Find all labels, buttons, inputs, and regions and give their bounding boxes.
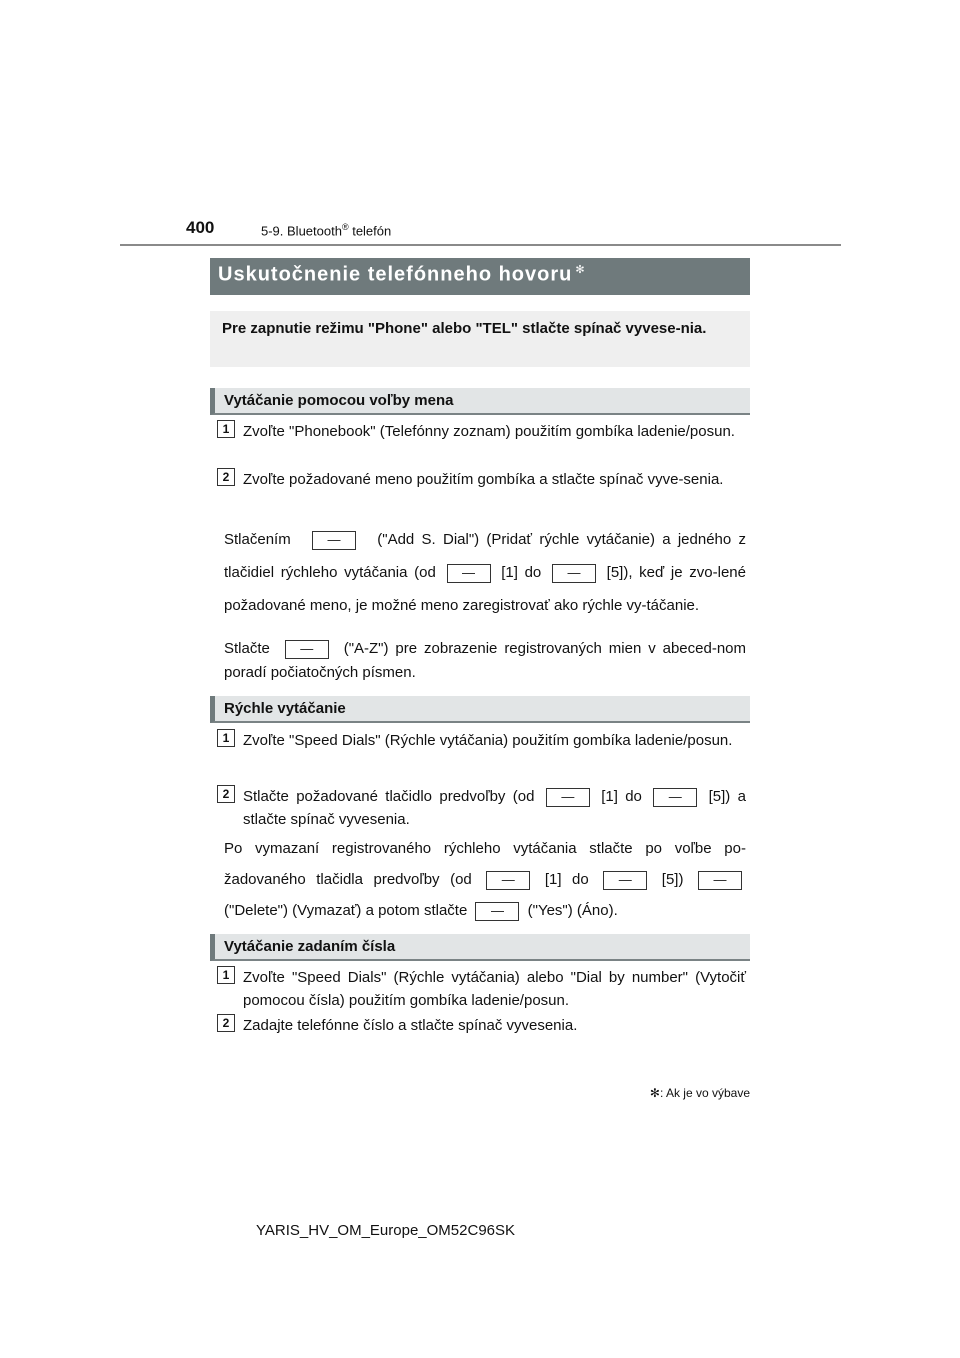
preset-button-icon: — xyxy=(603,871,647,890)
chapter-suffix: telefón xyxy=(348,223,392,239)
step-number: 2 xyxy=(217,1014,235,1032)
registered-mark: ® xyxy=(341,222,349,232)
note-a-z xyxy=(224,637,746,685)
step-text: Zvoľte "Speed Dials" (Rýchle vytáčania) alebo "Dial by number" (Vytočiť pomocou čísla) použitím gombíka ladenie/posun. xyxy=(243,969,746,1009)
footnote-text: : Ak je vo výbave xyxy=(659,1086,750,1100)
step-text: Zvoľte "Phonebook" (Telefónny zoznam) použitím gombíka ladenie/posun. xyxy=(243,423,735,440)
page-number: 400 xyxy=(186,218,215,237)
preset-button-icon: — xyxy=(653,788,697,807)
step-text: Zvoľte "Speed Dials" (Rýchle vytáčania) použitím gombíka ladenie/posun. xyxy=(243,732,733,749)
footnote xyxy=(640,1086,750,1100)
chapter-name: 5-9. Bluetooth xyxy=(261,223,342,239)
a-z-button-icon: — xyxy=(285,640,329,659)
step-number: 2 xyxy=(217,785,235,803)
yes-button-icon: — xyxy=(475,902,519,921)
step-number: 1 xyxy=(217,966,235,984)
subhead-by-number: Vytáčanie zadaním čísla xyxy=(210,934,750,961)
optional-star-icon: ✻ xyxy=(575,264,586,276)
note-delete xyxy=(224,833,746,926)
subhead-speed-dial: Rýchle vytáčanie xyxy=(210,696,750,723)
note-text: [1] do xyxy=(501,564,542,581)
note-text: Po vymazaní registrovaného rýchleho vytáčania stlačte po voľbe po-žadovaného tlačidla predvoľby (od xyxy=(224,840,746,888)
note-text: ("Yes") (Áno). xyxy=(527,902,618,919)
delete-button-icon: — xyxy=(698,871,742,890)
note-text: [5]), keď je zvo-lené požadované meno, je možné meno zaregistrovať ako rýchle vy-táčanie. xyxy=(224,564,746,614)
preset-button-icon: — xyxy=(486,871,530,890)
step-text: Zadajte telefónne číslo a stlačte spínač vyvesenia. xyxy=(243,1017,578,1034)
note-add-speed-dial xyxy=(224,523,746,622)
note-text: Stlačte xyxy=(224,640,270,657)
step-text-part: Stlačte požadované tlačidlo predvoľby (od xyxy=(243,788,535,805)
header-rule xyxy=(120,244,841,246)
step-text-part: [1] do xyxy=(601,788,642,805)
preset-button-icon: — xyxy=(546,788,590,807)
note-text: ("A-Z") pre zobrazenie registrovaných mien v abeced-nom poradí počiatočných písmen. xyxy=(224,640,747,681)
document-id: YARIS_HV_OM_Europe_OM52C96SK xyxy=(256,1222,516,1239)
note-text: ("Delete") (Vymazať) a potom stlačte xyxy=(224,902,468,919)
section-title xyxy=(218,263,586,287)
intro-box: Pre zapnutie režimu "Phone" alebo "TEL" stlačte spínač vyvese-nia. xyxy=(210,311,750,367)
step-text: Zvoľte požadované meno použitím gombíka a stlačte spínač vyve-senia. xyxy=(243,471,724,488)
add-speed-dial-button-icon: — xyxy=(312,531,356,550)
note-text: ("Add S. Dial") (Pridať rýchle vytáčanie) a jedného z tlačidiel rýchleho vytáčania (od xyxy=(224,531,747,581)
step-number: 2 xyxy=(217,468,235,486)
chapter-title xyxy=(261,222,391,238)
subhead-by-name: Vytáčanie pomocou voľby mena xyxy=(210,388,750,415)
note-text: [5]) xyxy=(661,871,684,888)
step-number: 1 xyxy=(217,729,235,747)
preset-button-icon: — xyxy=(552,564,596,583)
step-number: 1 xyxy=(217,420,235,438)
section-title-bar xyxy=(210,258,750,295)
preset-button-icon: — xyxy=(447,564,491,583)
note-text: Stlačením xyxy=(224,531,291,548)
step-text-part: [5]) a stlačte spínač vyvesenia. xyxy=(243,788,746,828)
note-text: [1] do xyxy=(544,871,589,888)
step-text xyxy=(243,785,746,831)
section-title-text: Uskutočnenie telefónneho hovoru xyxy=(218,263,573,286)
footnote-star-icon: ✻ xyxy=(649,1086,660,1100)
